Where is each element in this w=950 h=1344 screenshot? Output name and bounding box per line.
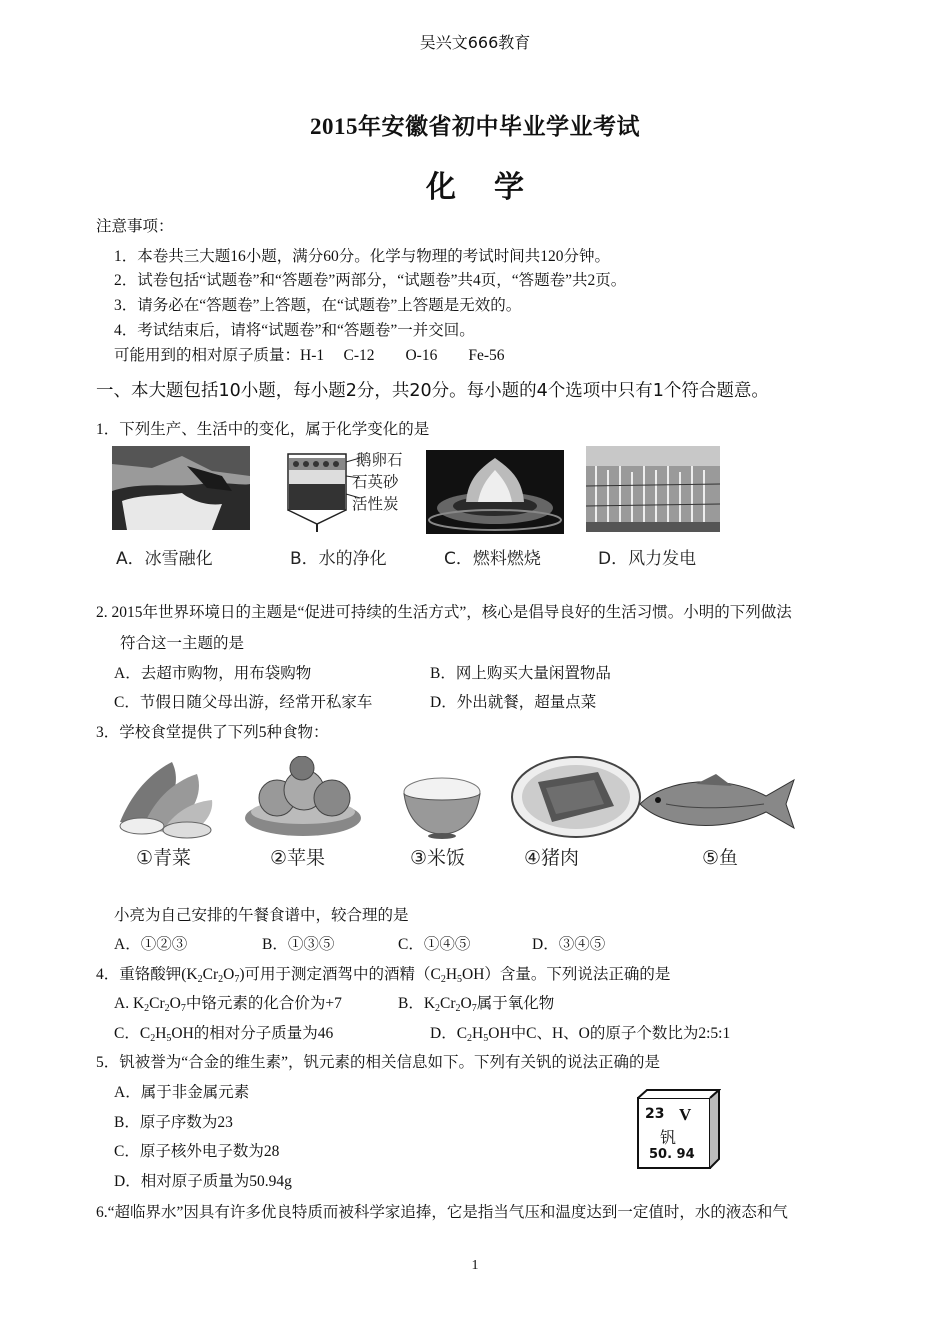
q1-stem: 1．下列生产、生活中的变化，属于化学变化的是: [96, 421, 430, 438]
q1-caption-b: B．水的净化: [290, 549, 387, 569]
element-name: 钒: [660, 1128, 677, 1147]
q3-question: 小亮为自己安排的午餐食谱中，较合理的是: [114, 907, 409, 924]
notice-item-3: 3．请务必在“答题卷”上答题，在“试题卷”上答题是无效的。: [114, 297, 522, 314]
exam-title: 2015年安徽省初中毕业学业考试: [310, 114, 640, 139]
vanadium-element-card: [637, 1089, 721, 1169]
q2-option-d: D．外出就餐，超量点菜: [430, 694, 597, 711]
q3-option-c: C．①④⑤: [398, 936, 471, 953]
q5-option-a: A．属于非金属元素: [114, 1084, 250, 1101]
q4-option-c: C．$C_2H_5OH$的相对分子质量为46: [114, 1025, 334, 1044]
q5-option-d: D．相对原子质量为50.94g: [114, 1173, 292, 1190]
header-note: 吴兴文666教育: [419, 33, 531, 52]
q1-image-d: [586, 446, 720, 532]
q2-stem-line1: 2. 2015年世界环境日的主题是“促进可持续的生活方式”，核心是倡导良好的生活习惯。小明的下列做法: [96, 604, 792, 621]
q3-image-rice: [400, 770, 484, 840]
q1-image-c: [426, 450, 564, 534]
q3-option-d: D．③④⑤: [532, 936, 606, 953]
q5-option-c: C．原子核外电子数为28: [114, 1143, 280, 1160]
q4-option-a: A. $K_2Cr_2O_7$中铬元素的化合价为+7: [114, 995, 342, 1014]
q1-label-activated-carbon: 活性炭: [352, 495, 399, 513]
q3-option-b: B．①③⑤: [262, 936, 335, 953]
q3-image-greens: [112, 752, 220, 840]
q3-food-4: ④猪肉: [524, 847, 580, 869]
q3-food-5: ⑤鱼: [702, 847, 739, 869]
q3-image-pork: [510, 754, 642, 840]
q1-label-quartz-sand: 石英砂: [352, 473, 399, 491]
q1-caption-c: C．燃料燃烧: [444, 549, 541, 569]
q3-food-1: ①青菜: [136, 847, 192, 869]
q6-stem: 6.“超临界水”因具有许多优良特质而被科学家追捧，它是指当气压和温度达到一定值时，水的液态和气: [96, 1204, 788, 1221]
notice-item-2: 2．试卷包括“试题卷”和“答题卷”两部分，“试题卷”共4页，“答题卷”共2页。: [114, 272, 627, 289]
q5-option-b: B．原子序数为23: [114, 1114, 233, 1131]
q4-option-b: B．$K_2Cr_2O_7$属于氧化物: [398, 995, 555, 1014]
q2-stem-line2: 符合这一主题的是: [120, 635, 245, 652]
element-atomic-number: 23: [645, 1106, 665, 1122]
q4-stem: 4．重铬酸钾$(K_2Cr_2O_7)$可用于测定酒驾中的酒精$(C_2H_5OH)$含量。下列说法正确的是: [96, 966, 671, 985]
q3-food-3: ③米饭: [410, 847, 466, 869]
notice-heading: 注意事项：: [96, 218, 174, 235]
notice-item-4: 4．考试结束后，请将“试题卷”和“答题卷”一并交回。: [114, 322, 475, 339]
q1-image-a: [112, 446, 250, 530]
notice-item-1: 1．本卷共三大题16小题，满分60分。化学与物理的考试时间共120分钟。: [114, 248, 611, 265]
subject-title: 化学: [426, 171, 562, 204]
page-number: 1: [471, 1258, 479, 1273]
q3-food-2: ②苹果: [270, 847, 326, 869]
q3-image-apples: [242, 756, 364, 840]
q3-image-fish: [636, 770, 798, 836]
q1-label-pebbles: 鹅卵石: [356, 451, 403, 469]
q3-option-a: A．①②③: [114, 936, 188, 953]
section-1-heading: 一、本大题包括10小题，每小题2分，共20分。每小题的4个选项中只有1个符合题意。: [96, 381, 769, 401]
element-atomic-mass: 50. 94: [649, 1147, 695, 1162]
q5-stem: 5．钒被誉为“合金的维生素”，钒元素的相关信息如下。下列有关钒的说法正确的是: [96, 1054, 661, 1071]
atomic-masses: 可能用到的相对原子质量：H-1 C-12 O-16 Fe-56: [114, 347, 505, 364]
q1-caption-a: A．冰雪融化: [116, 549, 213, 569]
q3-stem: 3．学校食堂提供了下列5种食物：: [96, 724, 329, 741]
q2-option-c: C．节假日随父母出游，经常开私家车: [114, 694, 373, 711]
q1-caption-d: D．风力发电: [598, 549, 697, 569]
q4-option-d: D．$C_2H_5OH$中C、H、O的原子个数比为2:5:1: [430, 1025, 731, 1044]
q2-option-b: B．网上购买大量闲置物品: [430, 665, 611, 682]
element-symbol: V: [679, 1105, 692, 1124]
q2-option-a: A．去超市购物，用布袋购物: [114, 665, 312, 682]
